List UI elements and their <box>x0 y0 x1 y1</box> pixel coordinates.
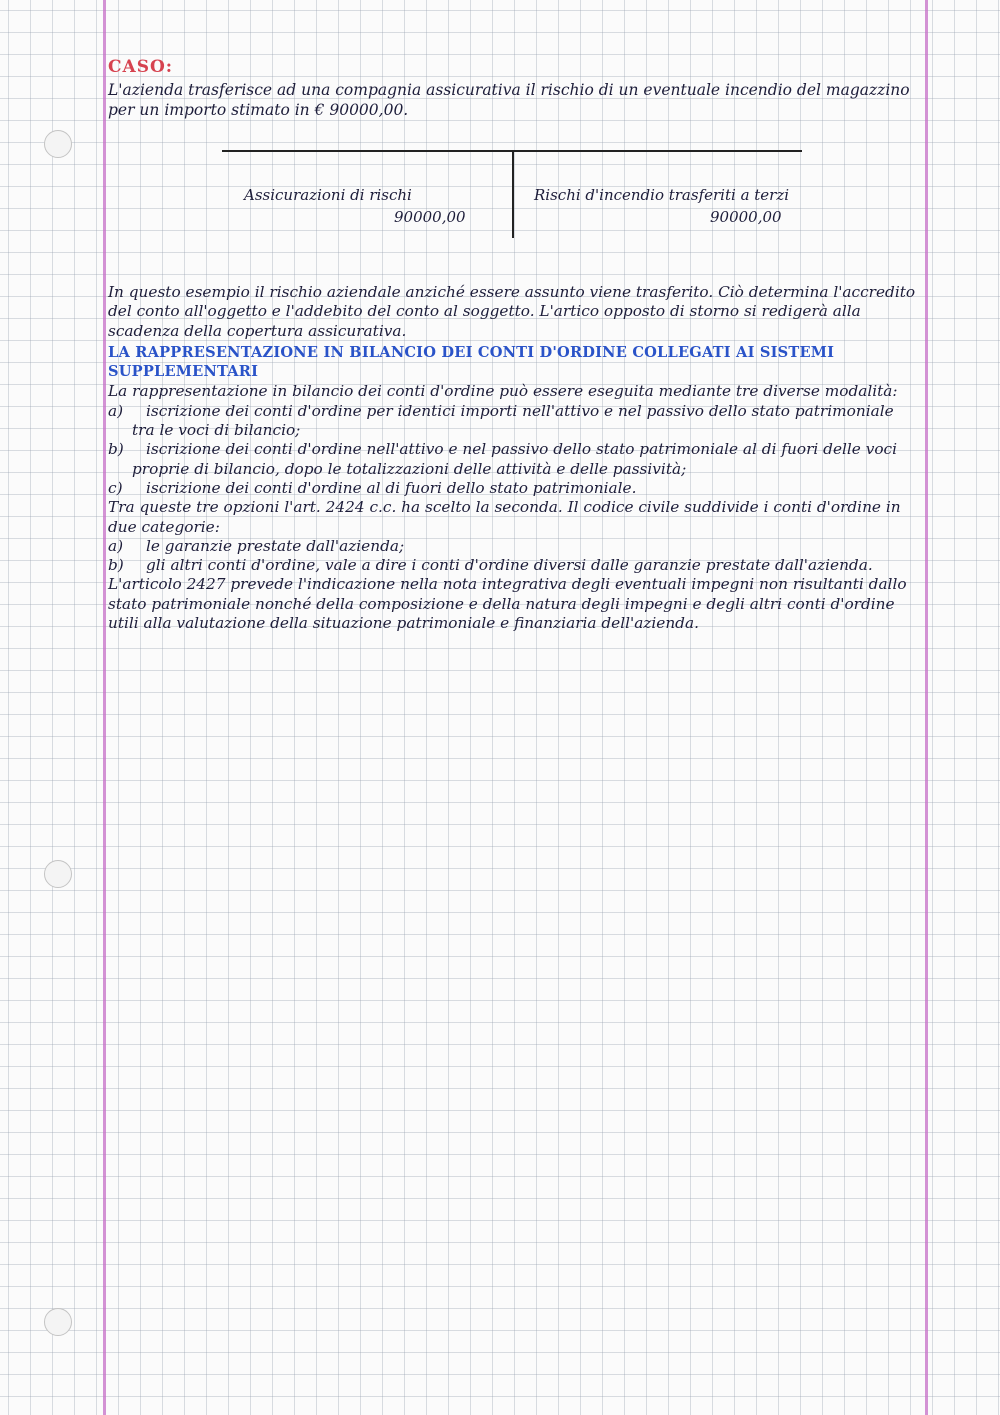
list-marker: b) <box>108 440 124 459</box>
t-account <box>222 150 802 238</box>
right-margin-line <box>925 0 928 1415</box>
list-continuation: tra le voci di bilancio; <box>132 421 301 440</box>
punch-hole <box>44 860 72 888</box>
paragraph-civil-code: Tra queste tre opzioni l'art. 2424 c.c. ha scelto la seconda. Il codice civile suddivide i conti d'ordine in due categorie: <box>108 498 901 536</box>
case-text-line-2: per un importo stimato in € 90000,00. <box>108 100 409 119</box>
list-marker: b) <box>108 556 124 575</box>
punch-hole <box>44 130 72 158</box>
list-text: iscrizione dei conti d'ordine per identici importi nell'attivo e nel passivo dello stato patrimoniale <box>146 401 894 420</box>
notes-body <box>108 283 923 633</box>
list-item <box>108 440 923 459</box>
list-text: gli altri conti d'ordine, vale a dire i conti d'ordine diversi dalle garanzie prestate dall'azienda. <box>146 556 873 575</box>
list-text: iscrizione dei conti d'ordine al di fuori dello stato patrimoniale. <box>146 478 637 497</box>
paragraph-article-2427: L'articolo 2427 prevede l'indicazione nella nota integrativa degli eventuali impegni non risultanti dallo stato patrimoniale nonché della composizione e della natura degli impegni e degli altri conti d'ordine utili alla valutazione della situazione patrimoniale e finanziaria dell'azienda. <box>108 575 907 633</box>
list-marker: a) <box>108 536 124 555</box>
t-account-divider <box>512 152 514 238</box>
left-margin-line <box>103 0 106 1415</box>
credit-amount: 90000,00 <box>710 208 782 226</box>
paragraph-modalities-intro: La rappresentazione in bilancio dei conti d'ordine può essere eseguita mediante tre diverse modalità: <box>108 382 898 401</box>
list-item <box>108 402 923 421</box>
list-item <box>108 537 923 556</box>
list-item <box>108 479 923 498</box>
case-block <box>108 58 923 120</box>
list-marker: c) <box>108 478 123 497</box>
list-text: le garanzie prestate dall'azienda; <box>146 536 405 555</box>
list-item <box>108 556 923 575</box>
punch-hole <box>44 1308 72 1336</box>
debit-account-name: Assicurazioni di rischi <box>244 186 412 204</box>
case-text-line-1: L'azienda trasferisce ad una compagnia assicurativa il rischio di un eventuale incendio del magazzino <box>108 81 910 100</box>
list-continuation: proprie di bilancio, dopo le totalizzazioni delle attività e delle passività; <box>132 459 687 478</box>
credit-account-name: Rischi d'incendio trasferiti a terzi <box>534 186 790 204</box>
paragraph-transfer: In questo esempio il rischio aziendale anziché essere assunto viene trasferito. Ciò determina l'accredito del conto all'oggetto e l'addebito del conto al soggetto. L'artico opposto di storno si redigerà alla scadenza della copertura assicurativa. <box>108 283 916 340</box>
section-heading: LA RAPPRESENTAZIONE IN BILANCIO DEI CONTI D'ORDINE COLLEGATI AI SISTEMI SUPPLEMENTARI <box>108 343 835 381</box>
debit-amount: 90000,00 <box>394 208 466 226</box>
case-heading: CASO: <box>108 57 174 77</box>
list-marker: a) <box>108 401 124 420</box>
list-text: iscrizione dei conti d'ordine nell'attivo e nel passivo dello stato patrimoniale al di fuori delle voci <box>146 440 898 459</box>
